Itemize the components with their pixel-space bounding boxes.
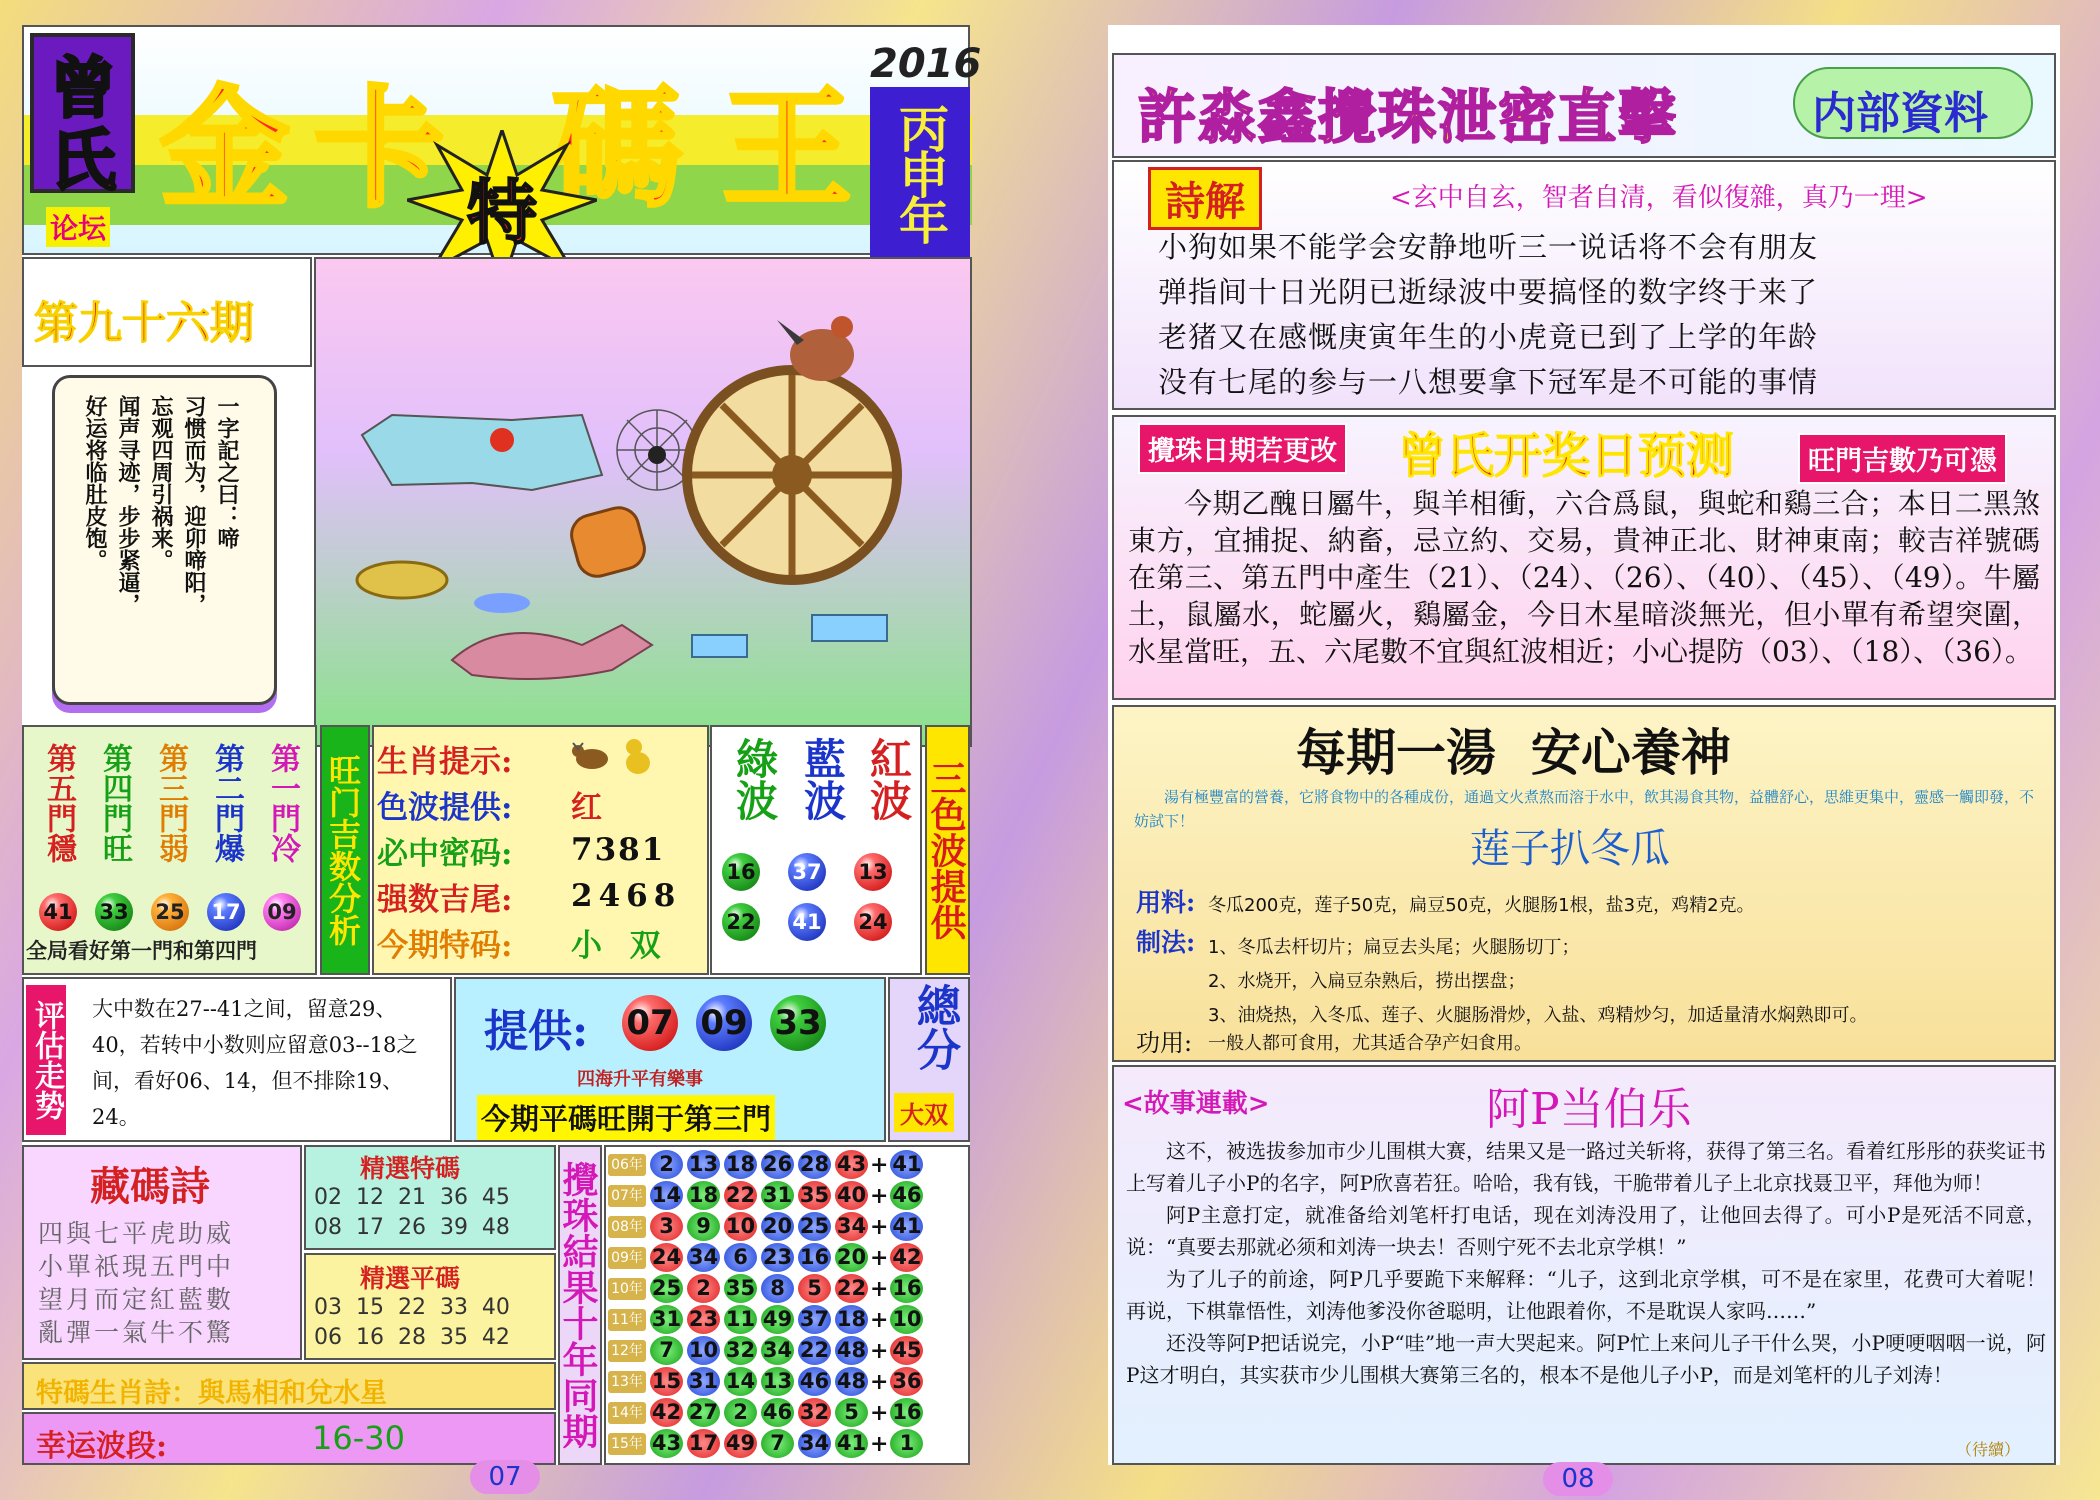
result-year: 11年 — [608, 1309, 646, 1331]
internal-label: 内部資料 — [1812, 88, 1988, 139]
result-number: 20 — [761, 1212, 794, 1241]
provide-nums — [622, 995, 826, 1051]
result-number: 32 — [798, 1398, 831, 1427]
method-steps — [1208, 931, 1867, 1033]
result-row — [608, 1149, 923, 1180]
provide-label: 提供: — [484, 1006, 589, 1057]
result-number: 3 — [650, 1212, 683, 1241]
cangma-line: 亂彈一氣牛不驚 — [38, 1318, 235, 1347]
plus-sign: + — [870, 1337, 889, 1364]
gate-number: 41 — [39, 893, 77, 931]
gate-number: 09 — [263, 893, 301, 931]
gate-item — [144, 733, 196, 931]
cangma-line: 望月而定紅藍數 — [38, 1285, 235, 1314]
story-body — [1126, 1135, 2046, 1391]
result-number: 23 — [687, 1305, 720, 1334]
result-number: 41 — [835, 1429, 868, 1458]
tip-label: 生肖提示: — [377, 743, 513, 780]
title-char-ma: 碼 — [552, 72, 683, 225]
plus-sign: + — [870, 1368, 889, 1395]
result-number: 13 — [687, 1150, 720, 1179]
effect-label: 功用: — [1136, 1029, 1193, 1057]
gate-item — [88, 733, 140, 931]
result-row — [608, 1304, 923, 1335]
riddle-line: 一字記之曰：啼 — [214, 395, 240, 549]
right-page — [1108, 25, 2060, 1465]
result-row — [608, 1180, 923, 1211]
riddle-line: 忘观四周引祸来。 — [148, 395, 174, 571]
result-number: 32 — [724, 1336, 757, 1365]
poem-line: 老猪又在感慨庚寅年生的小虎竟已到了上学的年龄 — [1158, 320, 1819, 354]
result-number: 24 — [650, 1243, 683, 1272]
result-year: 14年 — [608, 1402, 646, 1424]
predict-title: 曾氏开奖日预测 — [1398, 428, 1735, 484]
result-number: 25 — [798, 1212, 831, 1241]
result-year: 06年 — [608, 1154, 646, 1176]
title-char-wang: 王 — [722, 72, 853, 225]
page-number-right: 08 — [1543, 1462, 1613, 1496]
zodiac-ox-icon — [570, 737, 612, 775]
title-special-char: 特 — [467, 171, 537, 254]
tag-right: 旺門吉數乃可憑 — [1798, 433, 2007, 484]
soup-title: 每期一湯 安心養神 — [1296, 723, 1731, 782]
result-special-number: 46 — [890, 1181, 923, 1210]
result-special-number: 10 — [890, 1305, 923, 1334]
gate-label: 第三門弱 — [153, 743, 188, 863]
wave-ball: 16 — [722, 853, 760, 891]
poem-line: 小狗如果不能学会安静地听三一说话将不会有朋友 — [1158, 230, 1819, 264]
result-number: 9 — [687, 1212, 720, 1241]
shijie-subtitle: <玄中自玄，智者自清，看似復雜，真乃一理> — [1390, 183, 1928, 213]
trend-label: 评估走势 — [26, 985, 66, 1135]
story-paragraph: 为了儿子的前途，阿P几乎要跪下来解释：“儿子，这到北京学棋，可不是在家里，花费可大着呢！再说，下棋靠悟性，刘涛他爹没你爸聪明，让他跟着你，不是耽误人家吗……” — [1126, 1267, 2046, 1323]
gate-item — [256, 733, 308, 931]
story-paragraph: 阿P主意打定，就准备给刘笔杆打电话，现在刘涛没用了，让他回去得了。可小P是死活不同意，说：“真要去那就必须和刘涛一块去！否则宁死不去北京学棋！” — [1126, 1203, 2046, 1259]
jx-ping-title: 精選平碼 — [360, 1264, 461, 1293]
result-number: 18 — [835, 1305, 868, 1334]
result-number: 34 — [761, 1336, 794, 1365]
zodiac-dog-icon — [620, 735, 656, 777]
result-number: 15 — [650, 1367, 683, 1396]
provide-note: 今期平碼旺開于第三門 — [477, 1095, 775, 1140]
result-number: 5 — [835, 1398, 868, 1427]
result-number: 14 — [650, 1181, 683, 1210]
result-number: 28 — [798, 1150, 831, 1179]
poem-line: 弹指间十日光阴已逝绿波中要搞怪的数字终于来了 — [1158, 275, 1819, 309]
tip-label: 今期特码: — [377, 927, 513, 964]
cangma-line: 四與七平虎助威 — [38, 1219, 235, 1248]
result-number: 7 — [650, 1336, 683, 1365]
result-row — [608, 1366, 923, 1397]
result-number: 46 — [798, 1367, 831, 1396]
tip-value: 7381 — [571, 832, 666, 868]
riddle-poem — [78, 395, 243, 685]
result-number: 48 — [835, 1367, 868, 1396]
riddle-line: 好运将临肚皮饱。 — [82, 395, 108, 571]
title-char-ka: 卡 — [314, 72, 445, 225]
logo-char-2: 氏 — [50, 121, 116, 199]
result-special-number: 16 — [890, 1398, 923, 1427]
result-number: 16 — [798, 1243, 831, 1272]
plus-sign: + — [870, 1182, 889, 1209]
result-year: 10年 — [608, 1278, 646, 1300]
result-number: 7 — [761, 1429, 794, 1458]
result-number: 22 — [835, 1274, 868, 1303]
cangma-lines — [38, 1217, 234, 1349]
story-paragraph: 这不，被选拔参加市少儿围棋大赛，结果又是一路过关斩将，获得了第三名。看着红彤彤的获奖证书上写着儿子小P的名字，阿P欣喜若狂。哈哈，我有钱，干脆带着儿子上北京找聂卫平，拜他为师！ — [1126, 1139, 2046, 1195]
method-step: 2、水烧开，入扁豆杂熟后，捞出摆盘； — [1208, 971, 1526, 992]
result-special-number: 41 — [890, 1150, 923, 1179]
result-special-number: 36 — [890, 1367, 923, 1396]
result-special-number: 16 — [890, 1274, 923, 1303]
result-number: 49 — [761, 1305, 794, 1334]
result-number: 27 — [687, 1398, 720, 1427]
method-label: 制法: — [1136, 928, 1196, 957]
result-year: 08年 — [608, 1216, 646, 1238]
result-number: 31 — [687, 1367, 720, 1396]
provide-number: 07 — [622, 995, 678, 1051]
result-number: 43 — [835, 1150, 868, 1179]
gate-label: 第五門穩 — [41, 743, 76, 863]
result-number: 31 — [761, 1181, 794, 1210]
result-number: 10 — [687, 1336, 720, 1365]
wave-ball: 24 — [854, 903, 892, 941]
provide-subtitle: 四海升平有樂事 — [577, 1069, 703, 1090]
result-year: 09年 — [608, 1247, 646, 1269]
jx-te-row-2: 08 17 26 39 48 — [314, 1215, 510, 1240]
puzzle-picture — [352, 315, 952, 715]
result-number: 2 — [650, 1150, 683, 1179]
gate-number: 33 — [95, 893, 133, 931]
result-number: 48 — [835, 1336, 868, 1365]
gate-label: 第二門爆 — [209, 743, 244, 863]
plus-sign: + — [870, 1213, 889, 1240]
result-number: 22 — [724, 1181, 757, 1210]
result-row — [608, 1242, 923, 1273]
result-number: 11 — [724, 1305, 757, 1334]
logo-char-1: 曾 — [50, 49, 116, 127]
cangma-title: 藏碼詩 — [90, 1163, 210, 1210]
result-number: 18 — [687, 1181, 720, 1210]
jx-ping-row-2: 06 16 28 35 42 — [314, 1325, 510, 1350]
gate-item — [200, 733, 252, 931]
tip-value: 小 双 — [571, 927, 663, 964]
result-number: 10 — [724, 1212, 757, 1241]
results-table — [608, 1149, 968, 1461]
wave-ball: 13 — [854, 853, 892, 891]
provide-number: 09 — [696, 995, 752, 1051]
title-char-jin: 金 — [160, 72, 291, 225]
right-title: 許淼鑫攪珠泄密直擊 — [1138, 83, 1679, 151]
zodiac-poem: 特碼生肖詩：與馬相和兌水星 — [36, 1378, 387, 1409]
plus-sign: + — [870, 1306, 889, 1333]
result-number: 6 — [724, 1243, 757, 1272]
result-number: 23 — [761, 1243, 794, 1272]
results-label: 攪珠結果十年同期 — [558, 1145, 602, 1465]
result-number: 5 — [798, 1274, 831, 1303]
method-step: 1、冬瓜去杆切片；扁豆去头尾；火腿肠切丁； — [1208, 937, 1580, 958]
gate-number: 17 — [207, 893, 245, 931]
page-number-left: 07 — [470, 1460, 540, 1494]
result-year: 12年 — [608, 1340, 646, 1362]
story-title: 阿P当伯乐 — [1486, 1084, 1692, 1135]
result-number: 35 — [798, 1181, 831, 1210]
result-special-number: 1 — [890, 1429, 923, 1458]
wave-blue-header: 藍波 — [798, 737, 847, 821]
wave-ball: 41 — [788, 903, 826, 941]
result-number: 17 — [687, 1429, 720, 1458]
result-number: 34 — [835, 1212, 868, 1241]
recipe-name: 莲子扒冬瓜 — [1470, 826, 1670, 872]
trend-text: 大中数在27--41之间，留意29、40，若转中小数则应留意03--18之间，看好06、14，但不排除19、24。 — [92, 997, 418, 1129]
jx-ping-row-1: 03 15 22 33 40 — [314, 1295, 510, 1320]
tip-row — [377, 781, 707, 827]
shijie-label: 詩解 — [1148, 167, 1262, 230]
tip-value: 2468 — [571, 878, 682, 914]
predict-text: 今期乙醜日屬牛，與羊相衝，六合爲鼠，與蛇和鷄三合；本日二黑煞東方，宜捕捉、納畜，忌立約、交易，貴神正北、財神東南；較吉祥號碼在第三、第五門中產生（21）、（24）、（26）、（40）、（45）、（49）。牛屬土，鼠屬水，蛇屬火，鷄屬金，今日木星暗淡無光，但小單有希望突圍，水星當旺，五、六尾數不宜與紅波相近；小心提防（03）、（18）、（36）。 — [1128, 487, 2040, 668]
result-number: 25 — [650, 1274, 683, 1303]
result-number: 46 — [761, 1398, 794, 1427]
result-number: 20 — [835, 1243, 868, 1272]
result-number: 31 — [650, 1305, 683, 1334]
three-color-label: 三色波提供 — [925, 725, 970, 975]
tip-value: 红 — [571, 789, 604, 826]
result-year: 13年 — [608, 1371, 646, 1393]
story-paragraph: 还没等阿P把话说完，小P“哇”地一声大哭起来。阿P忙上来问儿子干什么哭，小P哽哽咽咽一说，阿P这才明白，其实获市少儿围棋大赛第三名的，根本不是他儿子小P，而是刘笔杆的儿子刘涛！ — [1126, 1331, 2046, 1387]
ingredients: 冬瓜200克，莲子50克，扁豆50克，火腿肠1根，盐3克，鸡精2克。 — [1208, 895, 1755, 916]
result-number: 2 — [724, 1398, 757, 1427]
plus-sign: + — [870, 1244, 889, 1271]
gate-item — [32, 733, 84, 931]
plus-sign: + — [870, 1275, 889, 1302]
issue-number: 第九十六期 — [34, 298, 254, 349]
gate-number: 25 — [151, 893, 189, 931]
result-number: 49 — [724, 1429, 757, 1458]
zodiac-year: 丙申年 — [870, 87, 970, 257]
result-row — [608, 1211, 923, 1242]
plus-sign: + — [870, 1151, 889, 1178]
result-number: 42 — [650, 1398, 683, 1427]
plus-sign: + — [870, 1430, 889, 1457]
wave-ball: 22 — [722, 903, 760, 941]
result-special-number: 42 — [890, 1243, 923, 1272]
tips-list — [377, 735, 707, 965]
forum-label: 论坛 — [46, 207, 110, 247]
jx-te-row-1: 02 12 21 36 45 — [314, 1185, 510, 1210]
wave-green-header: 綠波 — [730, 737, 779, 821]
cangma-line: 小單祇現五門中 — [38, 1252, 235, 1281]
result-number: 13 — [761, 1367, 794, 1396]
tip-row — [377, 735, 707, 781]
method-step: 3、油烧热，入冬瓜、莲子、火腿肠滑炒，入盐、鸡精炒匀，加适量清水焖熟即可。 — [1208, 1005, 1868, 1026]
result-number: 43 — [650, 1429, 683, 1458]
effect: 一般人都可食用，尤其适合孕产妇食用。 — [1208, 1033, 1532, 1054]
year-label: 2016 — [870, 41, 982, 87]
ingredients-label: 用料: — [1136, 888, 1196, 917]
result-number: 14 — [724, 1367, 757, 1396]
tip-label: 强数吉尾: — [377, 881, 513, 918]
result-special-number: 41 — [890, 1212, 923, 1241]
tag-left: 攪珠日期若更改 — [1138, 423, 1347, 474]
result-special-number: 45 — [890, 1336, 923, 1365]
tip-row — [377, 919, 707, 965]
tip-row — [377, 827, 707, 873]
result-number: 34 — [798, 1429, 831, 1458]
zongfen-value: 大双 — [894, 1093, 954, 1132]
result-year: 15年 — [608, 1433, 646, 1455]
result-row — [608, 1335, 923, 1366]
soup-intro: 湯有極豐富的營養，它將食物中的各種成份，通過文火煮熬而溶于水中，飲其湯食其物，益體舒心，思維更集中，靈感一觸即發，不妨試下！ — [1134, 788, 2035, 830]
provide-number: 33 — [770, 995, 826, 1051]
left-page — [22, 25, 982, 1465]
result-number: 8 — [761, 1274, 794, 1303]
gates-note: 全局看好第一門和第四門 — [26, 938, 257, 963]
gate-label: 第四門旺 — [97, 743, 132, 863]
tip-label: 必中密码: — [377, 835, 513, 872]
gate-label: 第一門冷 — [265, 743, 300, 863]
result-number: 37 — [798, 1305, 831, 1334]
to-be-continued: （待續） — [1956, 1440, 2021, 1459]
result-number: 26 — [761, 1150, 794, 1179]
tip-row — [377, 873, 707, 919]
lucky-value: 16-30 — [312, 1419, 405, 1457]
result-number: 40 — [835, 1181, 868, 1210]
tip-label: 色波提供: — [377, 789, 513, 826]
result-number: 22 — [798, 1336, 831, 1365]
result-number: 2 — [687, 1274, 720, 1303]
result-number: 35 — [724, 1274, 757, 1303]
result-row — [608, 1273, 923, 1304]
jx-te-title: 精選特碼 — [360, 1154, 461, 1183]
wave-red-header: 紅波 — [864, 737, 913, 821]
result-number: 34 — [687, 1243, 720, 1272]
story-label: <故事連載> — [1122, 1089, 1270, 1119]
plus-sign: + — [870, 1399, 889, 1426]
riddle-line: 习惯而为，迎卯啼阳， — [181, 395, 207, 615]
result-year: 07年 — [608, 1185, 646, 1207]
lucky-label: 幸运波段: — [36, 1429, 168, 1464]
gates-list — [32, 733, 307, 933]
poem-line: 没有七尾的参与一八想要拿下冠军是不可能的事情 — [1158, 365, 1819, 399]
riddle-line: 闻声寻迹，步步紧逼， — [115, 395, 141, 615]
wangmen-label: 旺门吉数分析 — [320, 725, 370, 975]
result-row — [608, 1397, 923, 1428]
zongfen-label: 總分 — [909, 983, 960, 1071]
wave-ball: 37 — [788, 853, 826, 891]
poem-lines — [1158, 225, 1818, 405]
result-row — [608, 1428, 923, 1459]
result-number: 18 — [724, 1150, 757, 1179]
